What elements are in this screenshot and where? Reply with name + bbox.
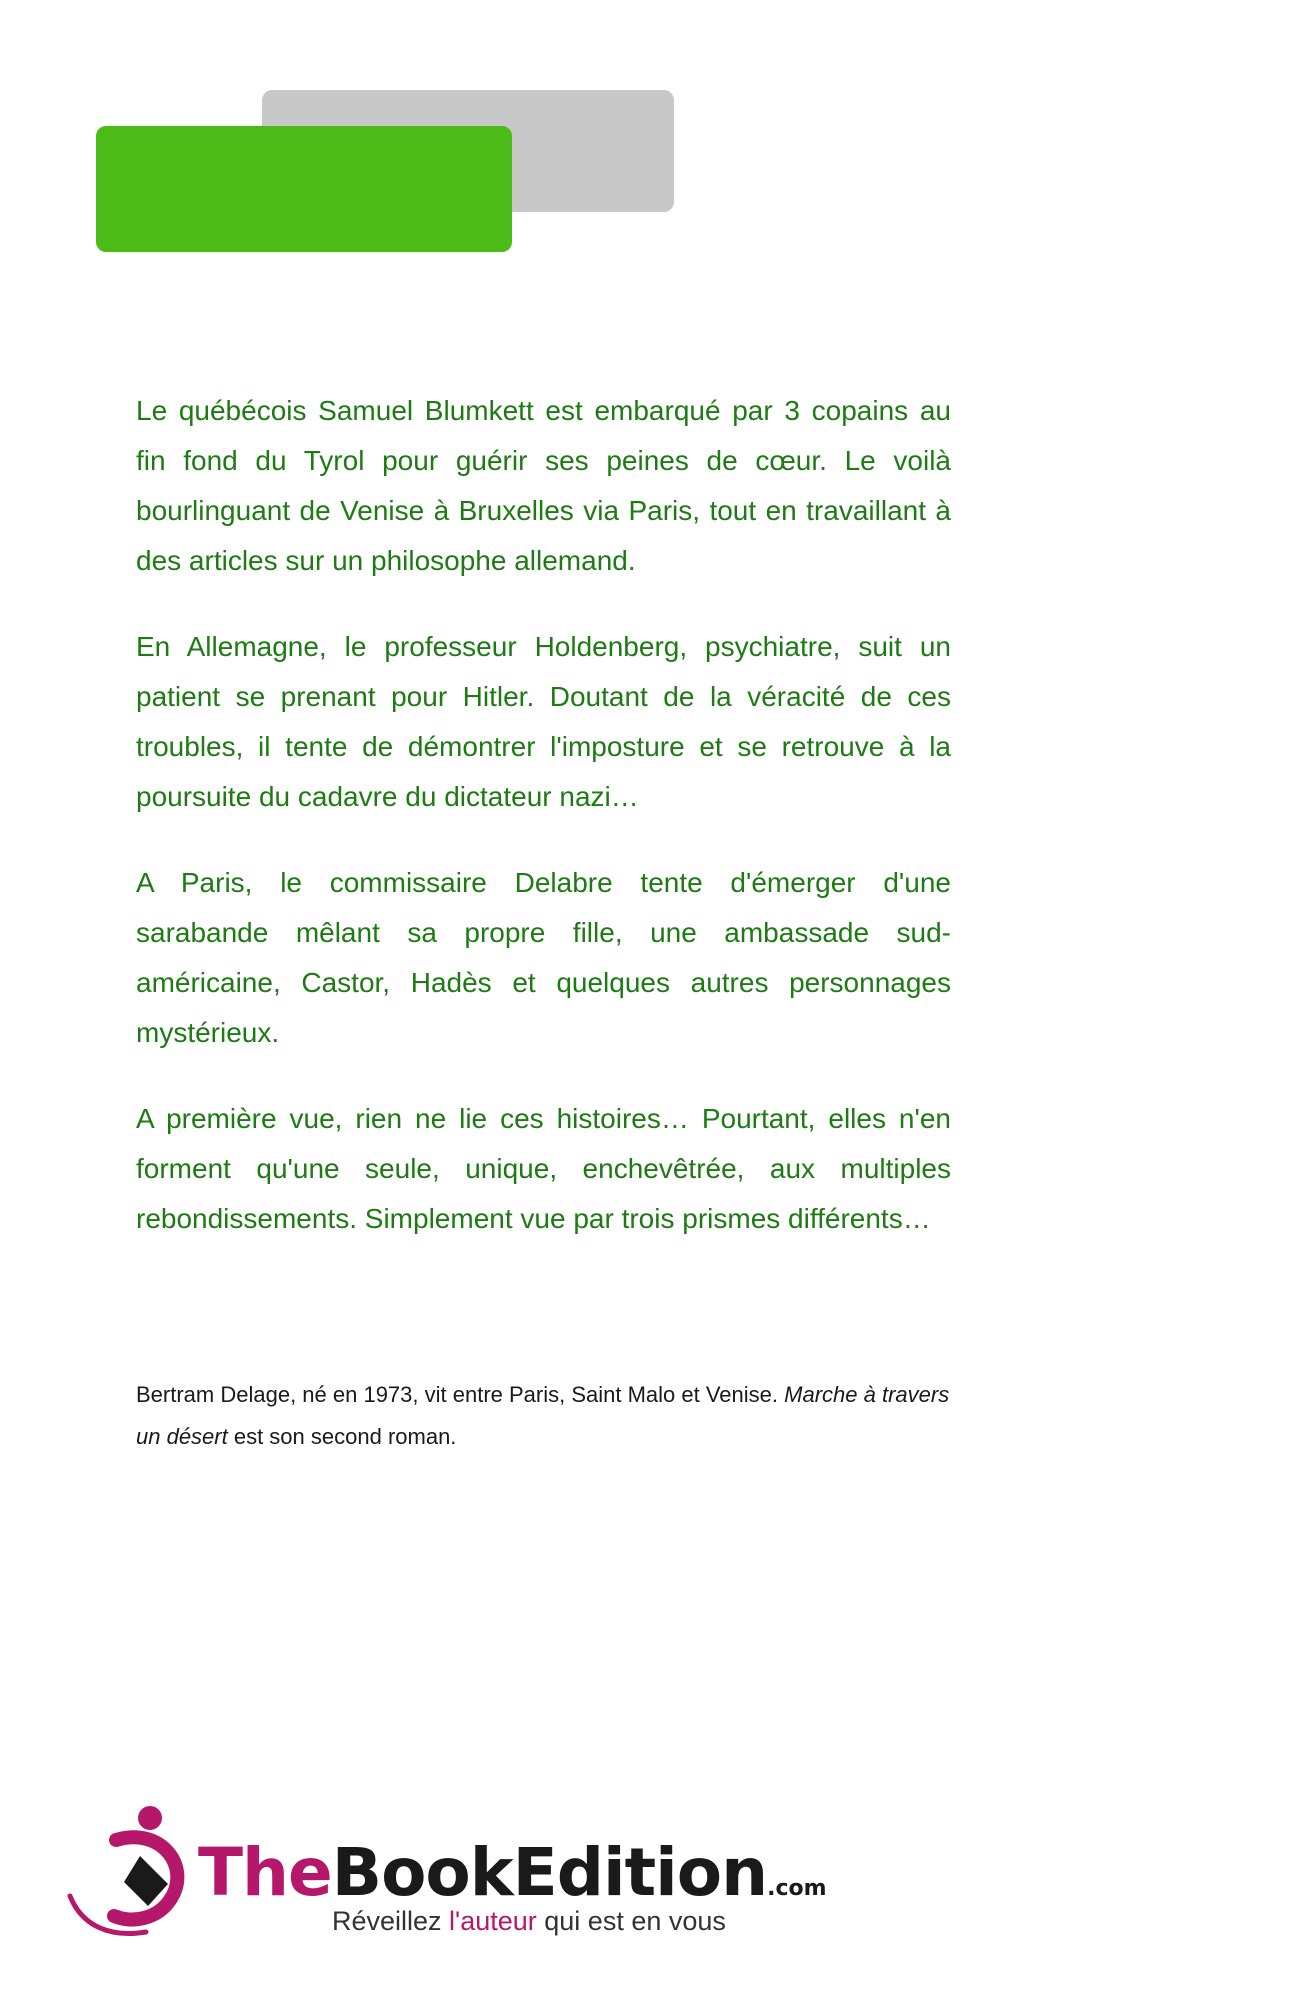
blurb-paragraph-4: A première vue, rien ne lie ces histoires… Pourtant, elles n'en forment qu'une seule, unique, enchevêtrée, aux multiples rebondissements. Simplement vue par trois prismes différents…	[136, 1103, 951, 1234]
publisher-logo	[64, 1800, 864, 1950]
tagline-end: qui est en vous	[536, 1906, 726, 1936]
decorative-green-block	[96, 126, 512, 252]
publisher-name-the: The	[198, 1834, 332, 1911]
blurb-paragraph-2: En Allemagne, le professeur Holdenberg, psychiatre, suit un patient se prenant pour Hitler. Doutant de la véracité de ces troubles, il tente de démontrer l'imposture et se retrouve à la poursuite du cadavre du dictateur nazi…	[136, 631, 951, 812]
stylized-person-logo-icon	[64, 1800, 194, 1940]
publisher-name-bookedition: BookEdition	[331, 1834, 768, 1911]
author-bio-outro: est son second roman.	[227, 1424, 457, 1449]
tagline-start: Réveillez	[332, 1906, 450, 1936]
author-bio-intro: Bertram Delage, né en 1973, vit entre Paris, Saint Malo et Venise.	[136, 1382, 785, 1407]
publisher-tagline	[332, 1906, 726, 1937]
tagline-accent: l'auteur	[449, 1906, 537, 1936]
blurb-paragraph-1: Le québécois Samuel Blumkett est embarqué par 3 copains au fin fond du Tyrol pour guérir ses peines de cœur. Le voilà bourlinguant de Venise à Bruxelles via Paris, tout en travaillant à des articles sur un philosophe allemand.	[136, 395, 951, 576]
blurb-paragraph-3: A Paris, le commissaire Delabre tente d'émerger d'une sarabande mêlant sa propre fille, une ambassade sud-américaine, Castor, Hadès et quelques autres personnages mystérieux.	[136, 867, 951, 1048]
publisher-name-suffix: .com	[767, 1876, 827, 1901]
back-cover-blurb	[136, 386, 951, 1280]
book-title: Marche à travers un désert	[136, 1382, 950, 1449]
author-bio	[136, 1374, 956, 1458]
